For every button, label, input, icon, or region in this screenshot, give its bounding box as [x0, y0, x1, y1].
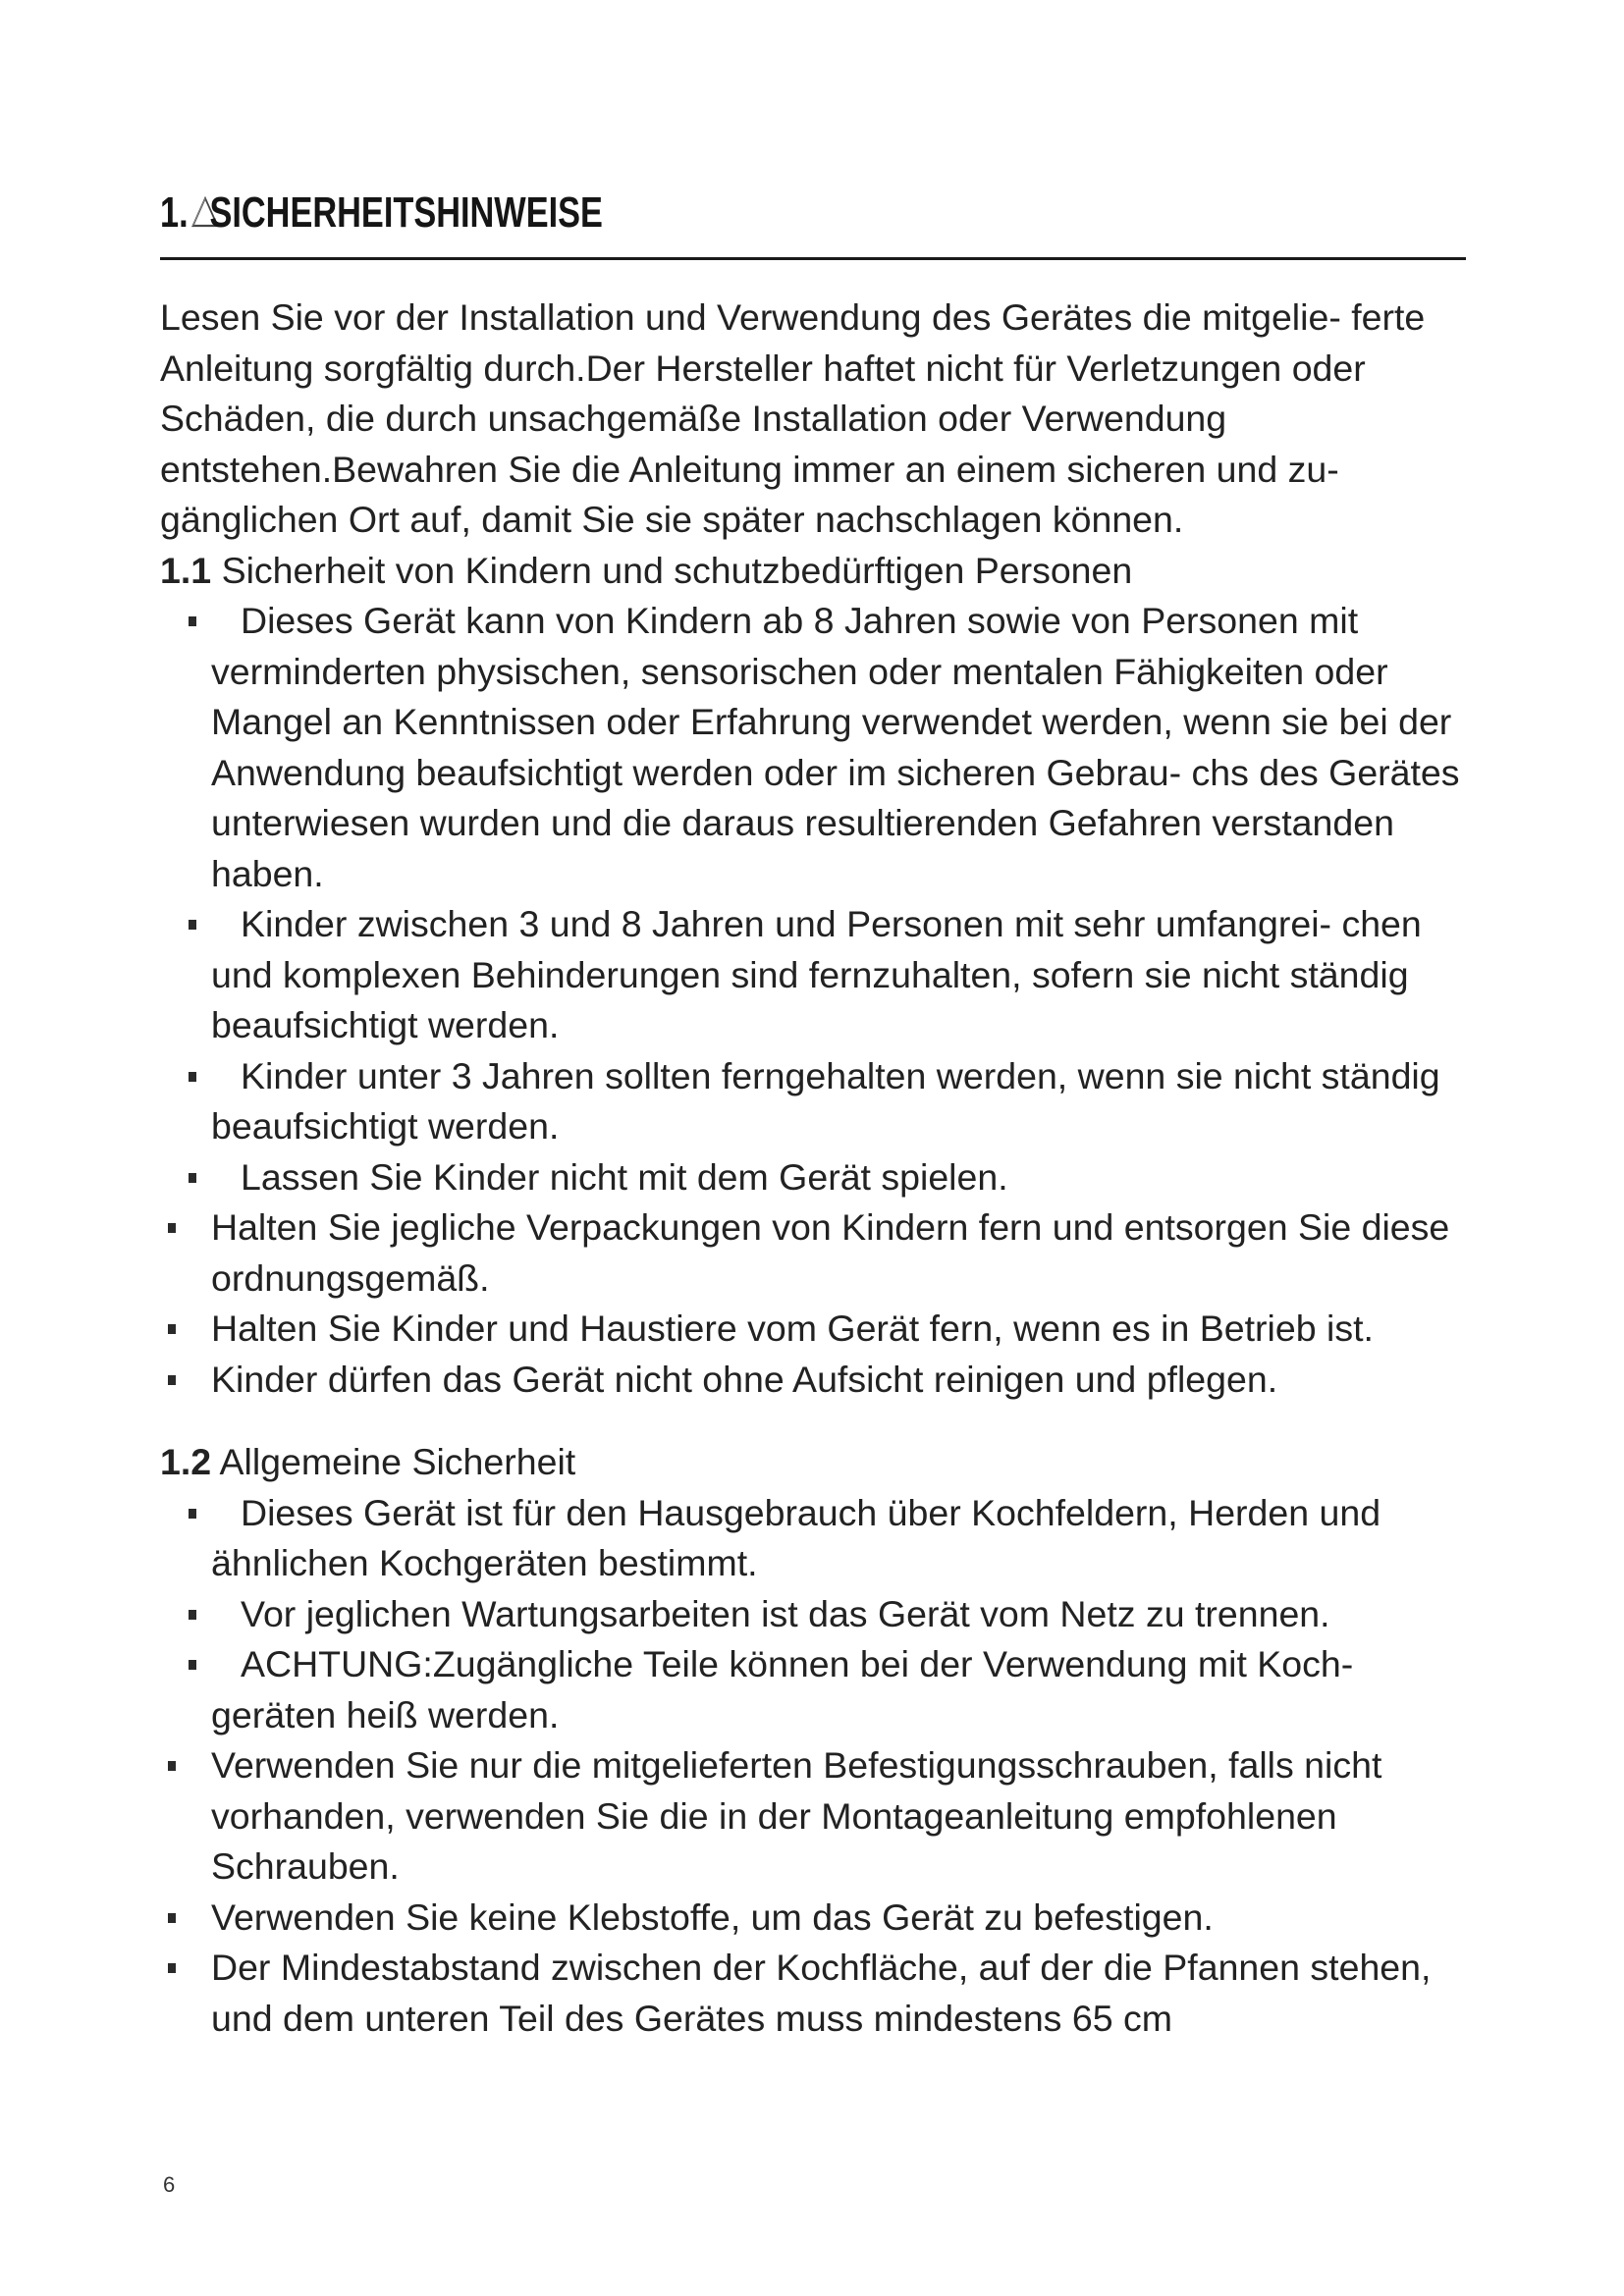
list-item: Halten Sie Kinder und Haustiere vom Gerät fern, wenn es in Betrieb ist. — [160, 1304, 1476, 1355]
list-item: Vor jeglichen Wartungsarbeiten ist das Gerät vom Netz zu trennen. — [160, 1589, 1476, 1640]
heading-text — [160, 188, 603, 238]
section-1-2-number: 1.2 — [160, 1441, 212, 1482]
bullet-icon — [189, 616, 196, 626]
bullet-icon — [189, 1509, 196, 1519]
list-item: Halten Sie jegliche Verpackungen von Kindern fern und entsorgen Sie diese ordnungsgemäß. — [160, 1202, 1476, 1304]
heading-title: SICHERHEITSHINWEISE — [209, 188, 603, 237]
section-1-1-number: 1.1 — [160, 549, 212, 591]
bullet-icon — [168, 1761, 176, 1771]
list-item: Verwenden Sie keine Klebstoffe, um das Gerät zu befestigen. — [160, 1893, 1476, 1944]
list-item: Kinder unter 3 Jahren sollten ferngehalten werden, wenn sie nicht ständig beaufsichtigt werden. — [160, 1051, 1476, 1152]
section-1-2-main-list — [160, 1740, 1476, 2044]
list-item: Dieses Gerät ist für den Hausgebrauch über Kochfeldern, Herden und ähnlichen Kochgeräten bestimmt. — [160, 1488, 1476, 1589]
section-1-1-main-list — [160, 1202, 1476, 1405]
bullet-icon — [189, 1072, 196, 1082]
section-1-2-title: Allgemeine Sicherheit — [219, 1441, 576, 1482]
section-1-1-heading — [160, 546, 1476, 597]
list-item: Verwenden Sie nur die mitgelieferten Befestigungsschrauben, falls nicht vorhanden, verwenden Sie die in der Montageanleitung empfohlenen Schrauben. — [160, 1740, 1476, 1893]
section-1-1-sub-list — [160, 596, 1476, 1202]
bullet-icon — [189, 1173, 196, 1183]
bullet-icon — [189, 1660, 196, 1670]
heading-number: 1. — [160, 188, 189, 237]
intro-paragraph: Lesen Sie vor der Installation und Verwendung des Gerätes die mitgelie- ferte Anleitung sorgfältig durch.Der Hersteller haftet nicht für Verletzungen oder Schäden, die durch unsachgemäße Installation oder Verwendung entstehen.Bewahren Sie die Anleitung immer an einem sicheren und zu- gänglichen Ort auf, damit Sie sie später nachschlagen können. — [160, 296, 1426, 540]
bullet-icon — [189, 1610, 196, 1620]
list-item: Kinder dürfen das Gerät nicht ohne Aufsicht reinigen und pflegen. — [160, 1355, 1476, 1406]
list-item: Kinder zwischen 3 und 8 Jahren und Personen mit sehr umfangrei- chen und komplexen Behinderungen sind fernzuhalten, sofern sie nicht ständig beaufsichtigt werden. — [160, 899, 1476, 1051]
list-item: Der Mindestabstand zwischen der Kochfläche, auf der die Pfannen stehen, und dem unteren Teil des Gerätes muss mindestens 65 cm — [160, 1943, 1476, 2044]
bullet-icon — [189, 920, 196, 930]
section-1-1-title: Sicherheit von Kindern und schutzbedürftigen Personen — [221, 549, 1133, 591]
bullet-icon — [168, 1375, 176, 1385]
body-text — [160, 293, 1476, 2044]
section-1-2-heading — [160, 1437, 1476, 1488]
list-item: Lassen Sie Kinder nicht mit dem Gerät spielen. — [160, 1152, 1476, 1203]
bullet-icon — [168, 1324, 176, 1334]
list-item: ACHTUNG:Zugängliche Teile können bei der Verwendung mit Koch- geräten heiß werden. — [160, 1639, 1476, 1740]
list-item: Dieses Gerät kann von Kindern ab 8 Jahren sowie von Personen mit verminderten physischen, sensorischen oder mentalen Fähigkeiten oder Mangel an Kenntnissen oder Erfahrung verwendet werden, wenn sie bei der Anwendung beaufsichtigt werden oder im sicheren Gebrau- chs des Gerätes unterwiesen wurden und die daraus resultierenden Gefahren verstanden haben. — [160, 596, 1476, 899]
section-heading — [160, 183, 1466, 260]
section-1-2-sub-list — [160, 1488, 1476, 1741]
bullet-icon — [168, 1913, 176, 1923]
bullet-icon — [168, 1963, 176, 1973]
bullet-icon — [168, 1223, 176, 1233]
page-number: 6 — [163, 2172, 176, 2197]
